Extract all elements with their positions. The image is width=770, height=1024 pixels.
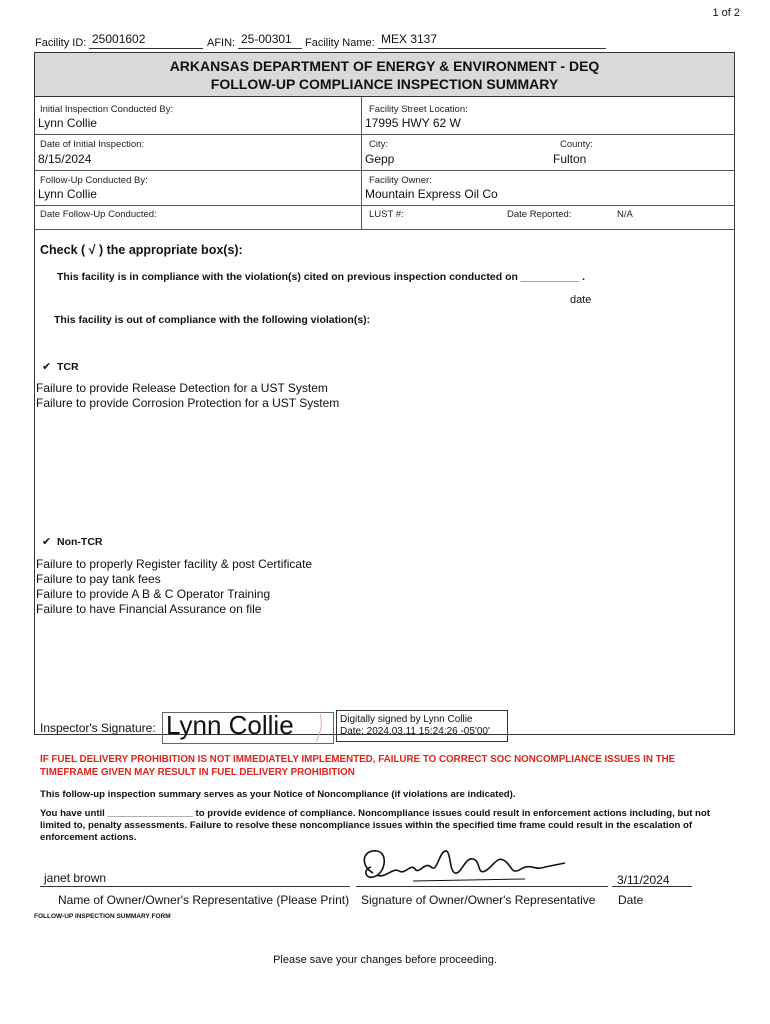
non-tcr-checkmark-icon[interactable]: ✔ xyxy=(42,536,52,548)
non-tcr-violation-list[interactable] xyxy=(36,557,312,617)
lust-label: LUST #: xyxy=(369,209,404,220)
non-tcr-item: Failure to pay tank fees xyxy=(36,572,161,586)
inspector-signature-label: Inspector's Signature: xyxy=(40,721,156,735)
non-tcr-item: Failure to provide A B & C Operator Training xyxy=(36,587,271,601)
date-reported-field[interactable]: N/A xyxy=(617,209,633,220)
tcr-checkmark-icon[interactable]: ✔ xyxy=(42,361,52,373)
notice-line-2: You have until ________________ to provide evidence of compliance. Noncompliance issues could result in enforcement actions including, but not limited to, penalty assessments. Failure to resolve these noncompliance issues within the specified time frame could result in the escalation of enforcement actions. xyxy=(40,808,710,843)
followup-inspector-field[interactable]: Lynn Collie xyxy=(38,187,97,201)
form-name: FOLLOW-UP INSPECTION SUMMARY FORM xyxy=(34,913,171,920)
county-field[interactable]: Fulton xyxy=(553,152,587,166)
non-tcr-label: Non-TCR xyxy=(57,536,103,548)
initial-inspector-field[interactable]: Lynn Collie xyxy=(38,116,97,130)
page-number: 1 of 2 xyxy=(712,7,740,19)
check-heading: Check ( √ ) the appropriate box(s): xyxy=(40,243,243,257)
save-changes-message: Please save your changes before proceeding. xyxy=(273,954,497,966)
out-compliance-statement: This facility is out of compliance with the following violation(s): xyxy=(54,314,371,326)
followup-inspector-label: Follow-Up Conducted By: xyxy=(40,175,148,186)
inspector-signature-name: Lynn Collie xyxy=(166,710,294,740)
date-caption: date xyxy=(570,294,592,306)
street-label: Facility Street Location: xyxy=(369,104,468,115)
tcr-item: Failure to provide Release Detection for a UST System xyxy=(36,381,328,395)
in-compliance-statement: This facility is in compliance with the violation(s) cited on previous inspection conducted on __________ . xyxy=(57,271,586,283)
initial-inspector-label: Initial Inspection Conducted By: xyxy=(40,104,174,115)
facility-name-field[interactable]: MEX 3137 xyxy=(381,32,438,46)
title-line-1: ARKANSAS DEPARTMENT OF ENERGY & ENVIRONMENT - DEQ xyxy=(169,58,600,74)
date-reported-label: Date Reported: xyxy=(507,209,572,220)
notice-line-1: This follow-up inspection summary serves as your Notice of Noncompliance (if violations are indicated). xyxy=(40,789,516,800)
title-line-2: FOLLOW-UP COMPLIANCE INSPECTION SUMMARY xyxy=(210,76,559,92)
initial-date-label: Date of Initial Inspection: xyxy=(40,139,145,150)
non-tcr-item: Failure to have Financial Assurance on file xyxy=(36,602,262,616)
afin-label: AFIN: xyxy=(207,37,236,49)
facility-name-label: Facility Name: xyxy=(305,37,375,49)
tcr-label: TCR xyxy=(57,361,79,373)
city-label: City: xyxy=(369,139,388,150)
owner-field[interactable]: Mountain Express Oil Co xyxy=(365,187,498,201)
digital-signature-line-1: Digitally signed by Lynn Collie xyxy=(340,714,473,725)
tcr-violation-list[interactable] xyxy=(36,381,339,411)
owner-name-caption: Name of Owner/Owner's Representative (Please Print) xyxy=(58,893,350,907)
tcr-item: Failure to provide Corrosion Protection for a UST System xyxy=(36,396,340,410)
facility-id-label: Facility ID: xyxy=(35,37,87,49)
owner-signature-caption: Signature of Owner/Owner's Representative xyxy=(361,893,596,907)
city-field[interactable]: Gepp xyxy=(365,152,395,166)
non-tcr-item: Failure to properly Register facility & post Certificate xyxy=(36,557,313,571)
owner-date-caption: Date xyxy=(618,893,644,907)
owner-label: Facility Owner: xyxy=(369,175,432,186)
facility-id-field[interactable]: 25001602 xyxy=(92,32,146,46)
owner-signature-image[interactable] xyxy=(355,845,575,891)
fuel-delivery-warning: IF FUEL DELIVERY PROHIBITION IS NOT IMMEDIATELY IMPLEMENTED, FAILURE TO CORRECT SOC NONCOMPLIANCE ISSUES IN THE TIMEFRAME GIVEN MAY RESULT IN FUEL DELIVERY PROHIBITION xyxy=(40,754,676,778)
street-field[interactable]: 17995 HWY 62 W xyxy=(365,116,461,130)
digital-signature-text xyxy=(340,714,490,738)
followup-date-label: Date Follow-Up Conducted: xyxy=(40,209,157,220)
initial-date-field[interactable]: 8/15/2024 xyxy=(38,152,92,166)
signature-flourish xyxy=(312,712,334,744)
county-label: County: xyxy=(560,139,593,150)
owner-name-field[interactable]: janet brown xyxy=(44,871,107,885)
digital-signature-line-2: Date: 2024.03.11 15:24:26 -05'00' xyxy=(340,726,490,737)
owner-date-field[interactable]: 3/11/2024 xyxy=(617,873,670,887)
title-bar xyxy=(34,52,735,97)
afin-field[interactable]: 25-00301 xyxy=(241,32,292,46)
